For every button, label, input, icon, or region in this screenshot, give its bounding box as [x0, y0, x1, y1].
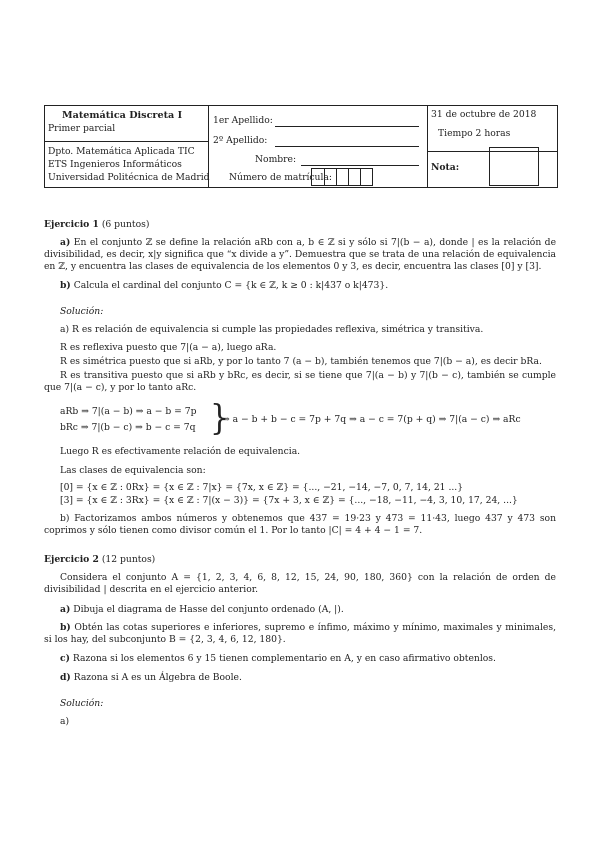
ex2-title: Ejercicio 2 [44, 554, 99, 565]
ex2-d-label: d) [60, 672, 71, 683]
ex1-sol-conclusion: Luego R es efectivamente relación de equivalencia. [60, 446, 301, 457]
ex1-heading [44, 219, 556, 231]
apellido2-field[interactable] [275, 146, 419, 147]
ex2-b-text: Obtén las cotas superiores e inferiores, supremo e ínfimo, máximo y mínimo, maximales y minimales, si los hay, del subconjunto B = {2, 3, 4, 6, 12, 180}. [44, 622, 556, 645]
eq-rhs: ⇒ a − b + b − c = 7p + 7q ⇒ a − c = 7(p + q) ⇒ 7|(a − c) ⇒ aRc [222, 414, 521, 425]
course-cell [45, 106, 209, 187]
exam-duration: Tiempo 2 horas [438, 128, 511, 139]
ex2-points: (12 puntos) [101, 554, 156, 565]
ex2-c-text: Razona si los elementos 6 y 15 tienen complementario en A, y en caso afirmativo obtenlos. [72, 653, 496, 664]
school: ETS Ingenieros Informáticos [48, 159, 182, 170]
ex1-b-label: b) [60, 280, 71, 291]
department: Dpto. Matemática Aplicada TIC [48, 146, 195, 157]
exam-date: 31 de octubre de 2018 [431, 109, 537, 120]
ex1-sol-b: b) Factorizamos ambos números y obtenemos que 437 = 19·23 y 473 = 11·43, luego 437 y 473 son coprimos y sólo tienen como divisor común el 1. Por lo tanto |C| = 4 + 4 − 1 = 7. [44, 513, 556, 536]
ex2-a-label: a) [60, 604, 71, 615]
matricula-label: Número de matrícula: [229, 172, 332, 183]
ex2-a-text: Dibuja el diagrama de Hasse del conjunto ordenado (A, |). [73, 604, 344, 615]
ex2-intro: Considera el conjunto A = {1, 2, 3, 4, 6, 8, 12, 15, 24, 90, 180, 360} con la relación de orden de divisibilidad | descrita en el ejercicio anterior. [44, 572, 556, 595]
course-title-block [45, 106, 208, 142]
grade-box[interactable] [489, 147, 539, 186]
class-3: [3] = {x ∈ ℤ : 3Rx} = {x ∈ ℤ : 7|(x − 3)} = {7x + 3, x ∈ ℤ} = {..., −18, −11, −4, 3, 10, 17, 24, ...} [60, 495, 518, 506]
apellido2-label: 2º Apellido: [213, 135, 268, 146]
ex1-sol-symmetric: R es simétrica puesto que si aRb, y por lo tanto 7 (a − b), también tenemos que 7|(b − a), es decir bRa. [60, 356, 542, 367]
ex2-sol-a: a) [60, 716, 70, 727]
nombre-label: Nombre: [255, 154, 297, 165]
ex1-sol-classes-intro: Las clases de equivalencia son: [60, 465, 206, 476]
ex2-b-label: b) [60, 622, 71, 633]
ex2-heading [44, 554, 556, 566]
nombre-field[interactable] [301, 165, 419, 166]
university: Universidad Politécnica de Madrid [48, 172, 210, 183]
ex1-sol-intro: a) R es relación de equivalencia si cumple las propiedades reflexiva, simétrica y transitiva. [60, 324, 484, 335]
student-info-cell [209, 106, 428, 187]
ex1-sol-transitive: R es transitiva puesto que si aRb y bRc, es decir, si se tiene que 7|(a − b) y 7|(b − c), también se cumple que 7|(a − c), y por lo tanto aRc. [44, 370, 556, 393]
ex2-part-b [44, 622, 556, 646]
ex1-points: (6 puntos) [101, 219, 150, 230]
ex1-b-text: Calcula el cardinal del conjunto C = {k ∈ ℤ, k ≥ 0 : k|437 o k|473}. [73, 280, 389, 291]
exam-header-table [44, 105, 558, 188]
ex2-d-text: Razona si A es un Álgebra de Boole. [73, 672, 242, 683]
ex2-part-c [44, 653, 556, 665]
ex1-solution-label: Solución: [60, 306, 104, 317]
ex1-sol-reflexive: R es reflexiva puesto que 7|(a − a), luego aRa. [60, 342, 277, 353]
matricula-boxes[interactable] [311, 168, 373, 186]
date-grade-cell [428, 106, 557, 187]
brace-symbol: } [210, 398, 230, 439]
grade-label: Nota: [431, 162, 460, 173]
eq-line-1: aRb ⇒ 7|(a − b) ⇒ a − b = 7p [60, 406, 197, 417]
ex1-a-text: En el conjunto ℤ se define la relación aRb con a, b ∈ ℤ si y sólo si 7|(b − a), donde | es la relación de divisibilidad, es decir, x|y significa que “x divide a y”. Demuestra que se trata de una relación de equivalencia en ℤ, y encuentra las clases de equivalencia de los elementos 0 y 3, es decir, encuentra las clases [0] y [3]. [44, 237, 557, 272]
eq-line-2: bRc ⇒ 7|(b − c) ⇒ b − c = 7q [60, 422, 196, 433]
ex1-title: Ejercicio 1 [44, 219, 99, 230]
ex2-solution-label: Solución: [60, 698, 104, 709]
exam-name: Primer parcial [48, 123, 116, 134]
class-0: [0] = {x ∈ ℤ : 0Rx} = {x ∈ ℤ : 7|x} = {7x, x ∈ ℤ} = {..., −21, −14, −7, 0, 7, 14, 21 ...} [60, 482, 464, 493]
ex2-part-a [44, 604, 556, 616]
apellido1-field[interactable] [275, 126, 419, 127]
course-title: Matemática Discreta I [62, 110, 183, 121]
ex2-part-d [44, 672, 556, 684]
ex1-part-b [44, 280, 556, 292]
ex1-a-label: a) [60, 237, 71, 248]
apellido1-label: 1er Apellido: [213, 115, 273, 126]
ex1-part-a [44, 237, 556, 272]
ex2-c-label: c) [60, 653, 70, 664]
